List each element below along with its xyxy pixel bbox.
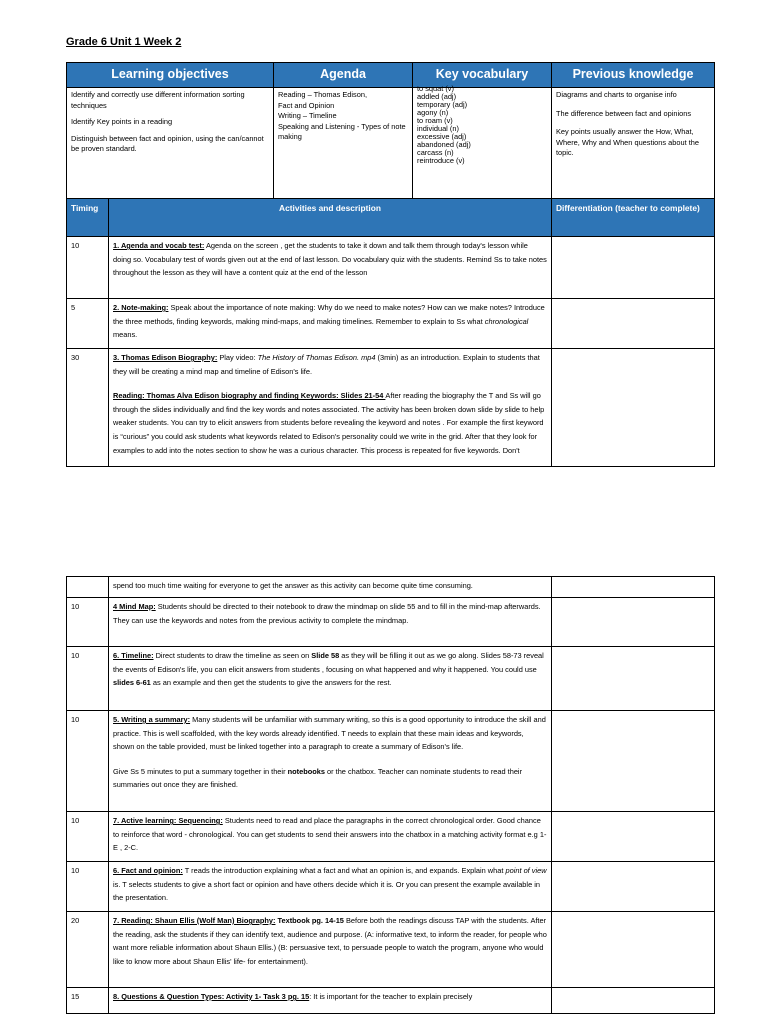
agenda-item: Fact and Opinion xyxy=(278,100,335,110)
activity-text: After reading the biography the T and Ss will go through the slides individually and find the key words and notes associated. The activity has been broken down slide by slide to help weaker students. You can try to elicit answers from students before revealing the keyword and notes . For example the first keyword is “curious” you could ask students what keywords related to Edison's personality could we write in the grid. After that they look for examples to add into the notes section to show he was a curious character. This process is repeated for five keywords. Don't xyxy=(113,391,545,455)
activity-cell xyxy=(109,912,552,988)
differentiation-cell xyxy=(552,299,715,349)
activity-heading: 6. Timeline: xyxy=(113,651,154,660)
activity-subheading: Reading: Thomas Alva Edison biography and finding Keywords: Slides 21-54 xyxy=(113,391,386,401)
activity-cell xyxy=(109,349,552,467)
activity-cell xyxy=(109,647,552,711)
differentiation-cell xyxy=(552,812,715,862)
activity-emphasis: point of view xyxy=(505,866,547,875)
activity-heading: 5. Writing a summary: xyxy=(113,715,191,724)
differentiation-cell xyxy=(552,577,715,598)
vocab-item: agony (n) xyxy=(417,108,449,117)
vocab-item: addled (adj) xyxy=(417,92,457,101)
differentiation-cell xyxy=(552,862,715,912)
activity-text: Play video: xyxy=(217,353,258,362)
previous-knowledge-cell xyxy=(552,88,715,199)
objective-item: Identify Key points in a reading xyxy=(71,117,173,127)
activity-text: means. xyxy=(113,330,138,340)
objective-item: Distinguish between fact and opinion, using the can/cannot be proven standard. xyxy=(71,133,264,154)
timing-cell: 10 xyxy=(67,237,109,299)
activity-cell xyxy=(109,862,552,912)
activity-bold: Slide 58 xyxy=(311,651,340,660)
objectives-cell xyxy=(67,88,274,199)
activity-heading: 4 Mind Map: xyxy=(113,602,156,611)
timing-cell xyxy=(67,577,109,598)
activity-text: : It is important for the teacher to explain precisely xyxy=(309,992,473,1001)
vocab-item: abandoned (adj) xyxy=(417,140,471,149)
differentiation-cell xyxy=(552,988,715,1014)
agenda-header: Agenda xyxy=(274,63,413,88)
activity-cell xyxy=(109,299,552,349)
differentiation-cell xyxy=(552,349,715,467)
vocab-item: temporary (adj) xyxy=(417,100,468,109)
timing-cell: 30 xyxy=(67,349,109,467)
vocab-header: Key vocabulary xyxy=(413,63,552,88)
activity-heading: 2. Note-making: xyxy=(113,303,169,312)
timing-cell: 5 xyxy=(67,299,109,349)
activity-text: is. T selects students to give a short fact or opinion and have others decide which it is. Or you can present the example available in the presentation. xyxy=(113,879,540,903)
timing-cell: 10 xyxy=(67,598,109,647)
activity-text: as an example and then get the students to give the answers for the rest. xyxy=(150,678,392,688)
activity-heading: 7. Active learning: Sequencing: xyxy=(113,816,223,825)
activity-bold: notebooks xyxy=(287,766,325,776)
agenda-cell xyxy=(274,88,413,199)
activity-heading: 3. Thomas Edison Biography: xyxy=(113,353,218,362)
differentiation-cell xyxy=(552,912,715,988)
activity-cell: spend too much time waiting for everyone to get the answer as this activity can become quite time consuming. xyxy=(109,577,552,598)
differentiation-cell xyxy=(552,711,715,812)
timing-cell: 15 xyxy=(67,988,109,1014)
activity-heading: 6. Fact and opinion: xyxy=(113,866,183,875)
activity-text: Speak about the importance of note making: Why do we need to make notes? How can we make notes? Introduce the three methods, finding keywords, making mind-maps, and making timelines. Remember to explain to Ss what xyxy=(113,303,545,326)
timing-cell: 10 xyxy=(67,862,109,912)
differentiation-cell xyxy=(552,598,715,647)
objectives-header: Learning objectives xyxy=(67,63,274,88)
vocab-item: excessive (adj) xyxy=(417,132,467,141)
activity-cell xyxy=(109,711,552,812)
lesson-plan-table-continued xyxy=(66,576,715,1014)
timing-cell: 20 xyxy=(67,912,109,988)
activity-heading: 7. Reading: Shaun Ellis (Wolf Man) Biography: xyxy=(113,916,276,925)
activity-text: Students should be directed to their notebook to draw the mindmap on slide 55 and to fill in the mind-map afterwards. They can use the keywords and notes from the previous activity to complete the mindmap. xyxy=(113,602,541,625)
activity-emphasis: chronological xyxy=(484,316,529,326)
vocab-item: individual (n) xyxy=(417,124,459,133)
vocab-item: to roam (v) xyxy=(417,116,453,125)
previous-knowledge-header: Previous knowledge xyxy=(552,63,715,88)
activity-text: (3min) as an introduction. Explain to students that they will be creating a mind map and timeline of Edison's life. xyxy=(113,353,540,376)
activity-cell xyxy=(109,598,552,647)
objective-item: Identify and correctly use different information sorting techniques xyxy=(71,90,245,110)
lesson-plan-table xyxy=(66,62,715,467)
activity-bold: Textbook pg. 14-15 xyxy=(275,916,344,925)
timing-cell: 10 xyxy=(67,711,109,812)
activity-text: Direct students to draw the timeline as seen on xyxy=(153,651,312,660)
previous-item: Diagrams and charts to organise info xyxy=(556,90,677,99)
agenda-item: Reading – Thomas Edison, xyxy=(278,90,368,99)
previous-item: Key points usually answer the How, What, Where, Why and When questions about the topic. xyxy=(556,127,699,158)
activity-text: T reads the introduction explaining what a fact and what an opinion is, and expands. Explain what xyxy=(182,866,506,875)
activity-emphasis: The History of Thomas Edison. mp4 xyxy=(257,353,376,362)
agenda-item: Writing – Timeline xyxy=(278,111,337,121)
page-title: Grade 6 Unit 1 Week 2 xyxy=(66,36,182,48)
vocab-item: reintroduce (v) xyxy=(417,156,465,165)
agenda-item: Speaking and Listening - Types of note making xyxy=(278,121,406,142)
activity-cell xyxy=(109,812,552,862)
activity-text: Many students will be unfamiliar with summary writing, so this is a good opportunity to introduce the skill and practice. This is well scaffolded, with the key words already identified. T needs to explain that these main ideas and keywords, shown on the table provided, must be linked together into a paragraph to create a summary of Edison's life. xyxy=(113,715,546,752)
activity-text: Give Ss 5 minutes to put a summary together in their xyxy=(113,766,288,776)
activities-header: Activities and description xyxy=(109,199,552,237)
activity-text: or the chatbox. Teacher can nominate students to read their summaries out once they are finished. xyxy=(113,766,523,790)
activity-cell xyxy=(109,237,552,299)
timing-cell: 10 xyxy=(67,647,109,711)
activity-cell xyxy=(109,988,552,1014)
previous-item: The difference between fact and opinions xyxy=(556,108,692,118)
differentiation-header: Differentiation (teacher to complete) xyxy=(552,199,715,237)
activity-bold: slides 6-61 xyxy=(113,678,151,688)
timing-cell: 10 xyxy=(67,812,109,862)
vocab-cell xyxy=(413,84,552,199)
activity-text: Agenda on the screen , get the students to take it down and talk them through today's lesson while doing so. Vocabulary test of words given out at the end of last lesson. Do vocabulary quiz with the students. Remind Ss to take notes throughout the lesson as they will have a content quiz at the end of the lesson xyxy=(113,241,547,278)
vocab-item: to squat (v) xyxy=(417,84,454,93)
activity-heading: 8. Questions & Question Types: Activity 1- Task 3 pg. 15 xyxy=(113,992,310,1001)
timing-header: Timing xyxy=(67,199,109,237)
vocab-item: carcass (n) xyxy=(417,148,454,157)
differentiation-cell xyxy=(552,237,715,299)
differentiation-cell xyxy=(552,647,715,711)
activity-heading: 1. Agenda and vocab test: xyxy=(113,241,205,250)
activity-text: Students need to read and place the paragraphs in the correct chronological order. Good chance to reinforce that word - chronological. You can get students to send their answers into the chatbox in a matching activity format e.g 1-E , 2-C. xyxy=(113,816,547,853)
activity-text: Before both the readings discuss TAP with the students. After the reading, ask the students if they can identify text, audience and purpose. (A: informative text, to inform the reader, for people who want more reliable information about Shaun Ellis.) (B: persuasive text, to persuade people to watch the program, anyone who would like to know more about Shaun Ellis' life- for entertainment). xyxy=(113,916,547,966)
activity-text: as they will be filling it out as we go along. Slides 58-73 reveal the events of Edison's life, you can elicit answers from students , focusing on what happened and why it happened. You could use xyxy=(113,651,544,674)
